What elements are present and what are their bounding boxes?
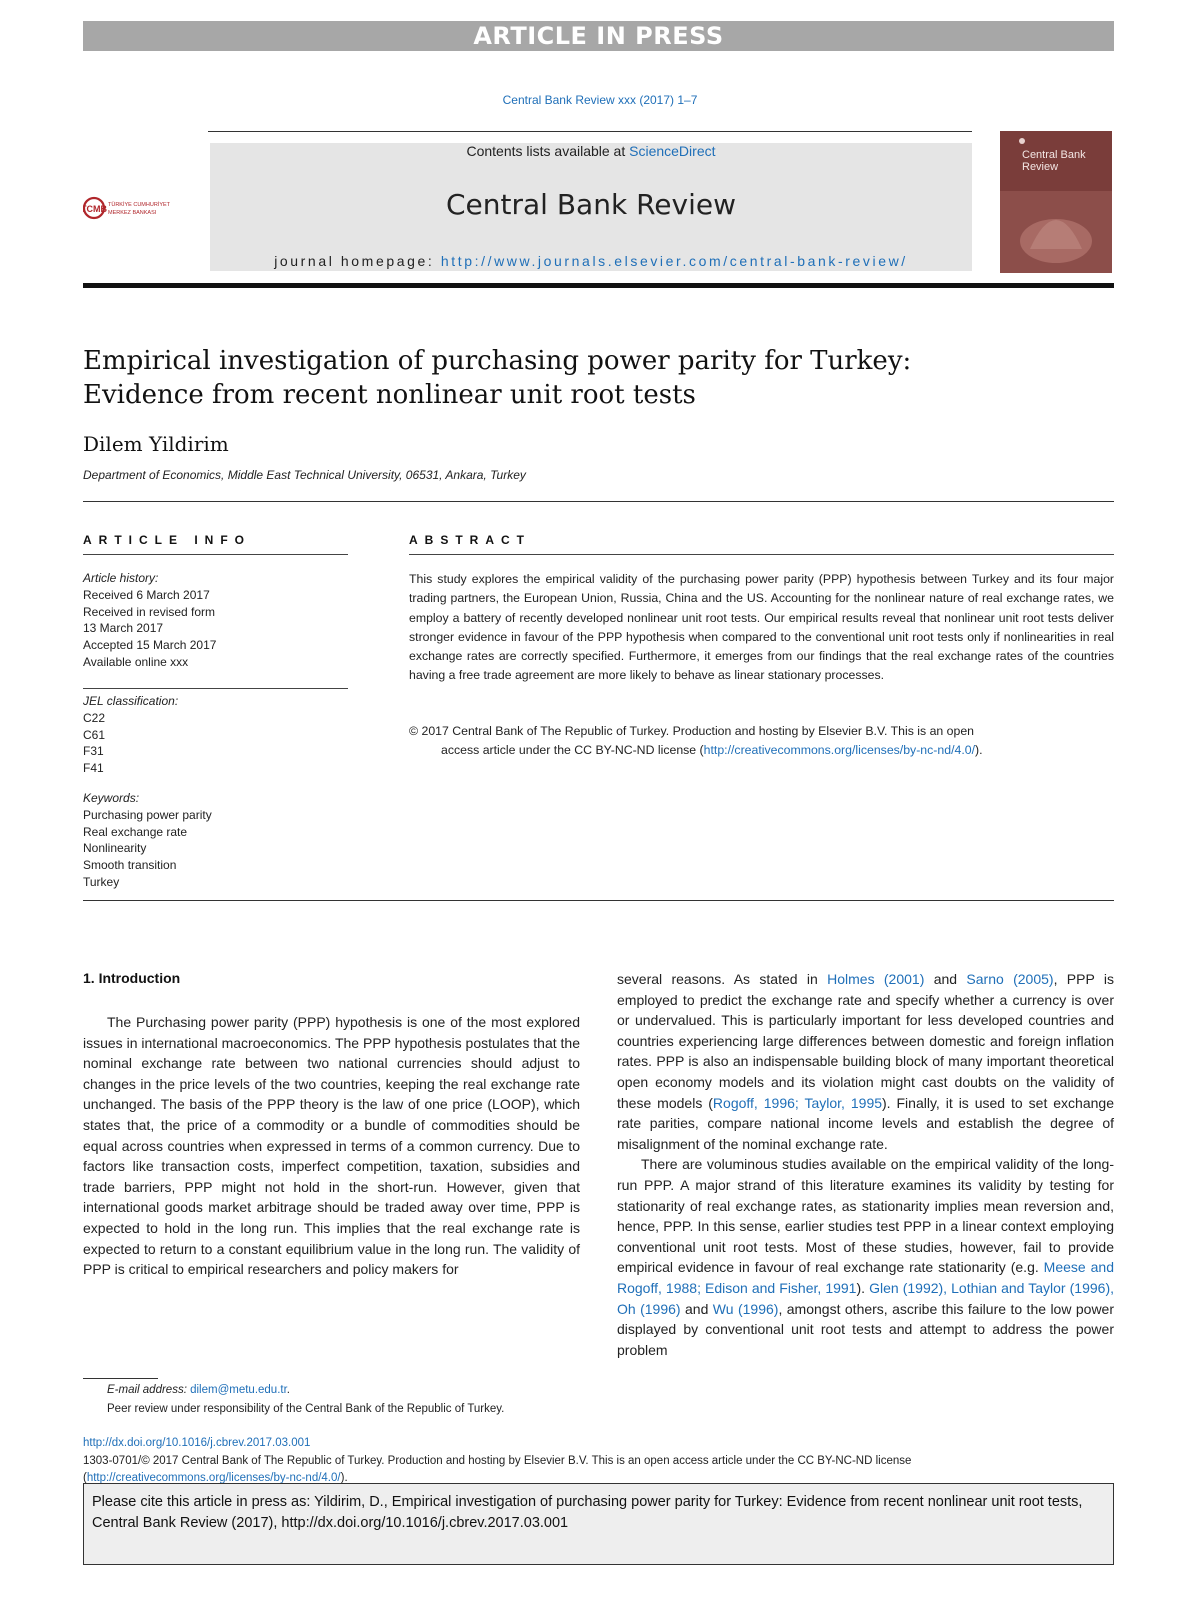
title-line-1: Empirical investigation of purchasing power parity for Turkey: — [83, 346, 912, 376]
cover-title: Central Bank Review — [1022, 149, 1086, 173]
license-url-link[interactable]: http://creativecommons.org/licenses/by-nc-nd/4.0/ — [86, 1471, 341, 1484]
contents-available-line — [210, 143, 972, 159]
sciencedirect-link[interactable]: ScienceDirect — [629, 143, 716, 159]
jel-code: F41 — [83, 761, 104, 776]
article-info-rule — [83, 554, 348, 555]
footnote-rule — [83, 1378, 158, 1379]
abstract-bottom-rule — [83, 900, 1114, 901]
title-line-2: Evidence from recent nonlinear unit root tests — [83, 380, 696, 410]
introduction-heading: 1. Introduction — [83, 970, 181, 986]
email-suffix: . — [286, 1384, 290, 1396]
header-thick-rule — [83, 283, 1114, 288]
license-suffix: ). — [340, 1471, 348, 1484]
history-item: 13 March 2017 — [83, 621, 164, 636]
abstract-text: This study explores the empirical validity of the purchasing power parity (PPP) hypothesis between Turkey and its four major trading partners, the European Union, Russia, China and the US. Accounting for the nonlinear nature of real exchange rates, we employ a battery of recently developed nonlinear unit root tests. Our empirical results reveal that nonlinear unit root tests deliver stronger evidence in favour of the PPP hypothesis when compared to the conventional unit root tests only if nonlinearities in real exchange rates are correctly specified. Furthermore, it emerges from our findings that the real exchange rates of the countries having a free trade agreement are more likely to behave as linear stationary processes. — [409, 572, 1114, 683]
journal-homepage — [210, 253, 972, 269]
keywords — [83, 790, 348, 891]
jel-code: F31 — [83, 744, 104, 759]
abstract-copyright — [409, 722, 1114, 761]
author-name: Dilem Yildirim — [83, 432, 229, 456]
keyword: Turkey — [83, 874, 120, 889]
email-link[interactable]: dilem@metu.edu.tr — [190, 1384, 287, 1396]
article-title — [83, 344, 1114, 412]
citation-text: Please cite this article in press as: Yildirim, D., Empirical investigation of purchasing power parity for Turkey: Evidence from recent nonlinear unit root tests, Central Bank Review (2017), http://dx.doi.org/10.1016/j.cbrev.2017.03.001 — [92, 1494, 1083, 1531]
email-footnote — [83, 1381, 583, 1400]
history-item: Received 6 March 2017 — [83, 587, 210, 602]
article-info-heading: ARTICLE INFO — [83, 533, 251, 547]
abstract-heading: ABSTRACT — [409, 533, 531, 547]
keyword: Nonlinearity — [83, 841, 147, 856]
email-label: E-mail address: — [107, 1384, 191, 1396]
citation-link[interactable]: Rogoff, 1996; Taylor, 1995 — [712, 1094, 883, 1111]
text-run: , amongst others, ascribe this failure to the low power displayed by conventional unit root tests and attempt to address the power problem — [617, 1300, 1115, 1358]
history-label: Article history: — [83, 571, 159, 585]
logo-line1: TÜRKİYE CUMHURİYET — [108, 202, 171, 208]
journal-name: Central Bank Review — [446, 188, 736, 221]
journal-cover-thumbnail[interactable] — [1000, 131, 1112, 273]
text-run: and — [924, 971, 967, 987]
header-top-rule — [208, 131, 972, 132]
jel-code: C61 — [83, 727, 106, 742]
text-run: several reasons. As stated in — [617, 971, 828, 987]
author-affiliation: Department of Economics, Middle East Technical University, 06531, Ankara, Turkey — [83, 468, 526, 482]
citation-link[interactable]: Holmes (2001) — [827, 971, 925, 987]
footnotes — [83, 1381, 583, 1419]
text-run: There are voluminous studies available on the empirical validity of the long-run PPP. A major strand of this literature examines its validity by testing for stationarity of real exchange rates, as stationarity implies mean reversion and, hence, PPP. In this sense, earlier studies test PPP in a linear context employing conventional unit root tests. Most of these studies, however, fail to provide empirical evidence in favour of real exchange rate stationarity (e.g. — [617, 1156, 1114, 1276]
title-rule — [83, 501, 1114, 502]
history-item: Available online xxx — [83, 654, 189, 669]
body-column-right — [617, 969, 1114, 1360]
intro-paragraph-1: The Purchasing power parity (PPP) hypothesis is one of the most explored issues in international macroeconomics. The PPP hypothesis postulates that the nominal exchange rate between two national currencies should adjust to changes in the price levels of the two countries, keeping the real exchange rate unchanged. The basis of the PPP theory is the law of one price (LOOP), which states that, the price of a commodity or a bundle of commodities should be equal across countries when expressed in terms of a common currency. Due to factors like transaction costs, imperfect competition, taxation, subsidies and trade barriers, PPP might not hold in the short-run. However, given that international goods market arbitrage should be traded away over time, PPP is expected to hold in the long run. This implies that the real exchange rate is expected to return to a constant equilibrium value in the long run. The validity of PPP is critical to empirical researchers and policy makers for — [83, 1014, 580, 1278]
text-run: and — [680, 1300, 713, 1317]
license-link[interactable]: http://creativecommons.org/licenses/by-nc-nd/4.0/ — [703, 743, 975, 758]
citation-box — [83, 1483, 1114, 1565]
jel-label: JEL classification: — [83, 694, 179, 708]
cover-art-icon — [1000, 131, 1112, 273]
citation-link[interactable]: Glen (1992), Lothian and Taylor (1996), Oh (1996) — [617, 1279, 1114, 1317]
copyright-line-2 — [409, 741, 1114, 760]
logo-line2: MERKEZ BANKASI — [108, 210, 157, 216]
intro-paragraph-1-continued — [617, 969, 1114, 1154]
copyright-suffix: ). — [975, 743, 983, 758]
abstract-rule — [409, 554, 1114, 555]
article-info-divider — [83, 688, 348, 689]
jel-code: C22 — [83, 710, 106, 725]
citation-link[interactable]: Meese and Rogoff, 1988; Edison and Fisher, 1991 — [617, 1259, 1114, 1296]
history-item: Accepted 15 March 2017 — [83, 638, 217, 653]
peer-review-footnote: Peer review under responsibility of the Central Bank of the Republic of Turkey. — [107, 1403, 505, 1415]
keyword: Purchasing power parity — [83, 807, 212, 822]
license-text: 1303-0701/© 2017 Central Bank of The Republic of Turkey. Production and hosting by Elsevier B.V. This is an open access article under the CC BY-NC-ND license ( — [83, 1455, 912, 1484]
central-bank-logo — [83, 196, 193, 220]
keyword: Real exchange rate — [83, 824, 188, 839]
intro-paragraph-2 — [617, 1154, 1114, 1360]
jel-classification — [83, 693, 348, 777]
logo-icon — [83, 196, 193, 220]
article-in-press-banner: ARTICLE IN PRESS — [83, 21, 1114, 51]
homepage-link[interactable]: http://www.journals.elsevier.com/central-bank-review/ — [440, 253, 908, 269]
logo-mark: TCMB — [83, 204, 107, 214]
journal-reference[interactable]: Central Bank Review xxx (2017) 1–7 — [502, 93, 698, 107]
citation-link[interactable]: Sarno (2005) — [966, 971, 1054, 987]
homepage-label: journal homepage: — [274, 253, 441, 269]
text-run: ). Finally, it is used to set exchange rate parities, compare national income levels and establish the degree of misalignment of the nominal exchange rate. — [617, 1094, 1114, 1152]
contents-prefix: Contents lists available at — [466, 143, 630, 159]
doi-link[interactable]: http://dx.doi.org/10.1016/j.cbrev.2017.03.001 — [83, 1437, 311, 1449]
citation-link[interactable]: Wu (1996) — [712, 1300, 779, 1317]
keyword: Smooth transition — [83, 858, 177, 873]
license-statement — [83, 1453, 1114, 1486]
copyright-line-1: © 2017 Central Bank of The Republic of Turkey. Production and hosting by Elsevier B.V. This is an open — [409, 724, 975, 738]
history-item: Received in revised form — [83, 604, 216, 619]
text-run: ). — [856, 1279, 870, 1296]
article-history — [83, 570, 348, 671]
keywords-label: Keywords: — [83, 791, 140, 805]
body-column-left — [83, 1012, 580, 1280]
text-run: , PPP is employed to predict the exchange rate and specify whether a currency is over or undervalued. This is particularly important for less developed countries and countries experiencing large differences between domestic and foreign inflation rates. PPP is also an indispensable building block of many important theoretical open economy models and its violation might cast doubts on the validity of these models ( — [617, 971, 1115, 1111]
copyright-prefix: access article under the CC BY-NC-ND license ( — [441, 743, 704, 758]
